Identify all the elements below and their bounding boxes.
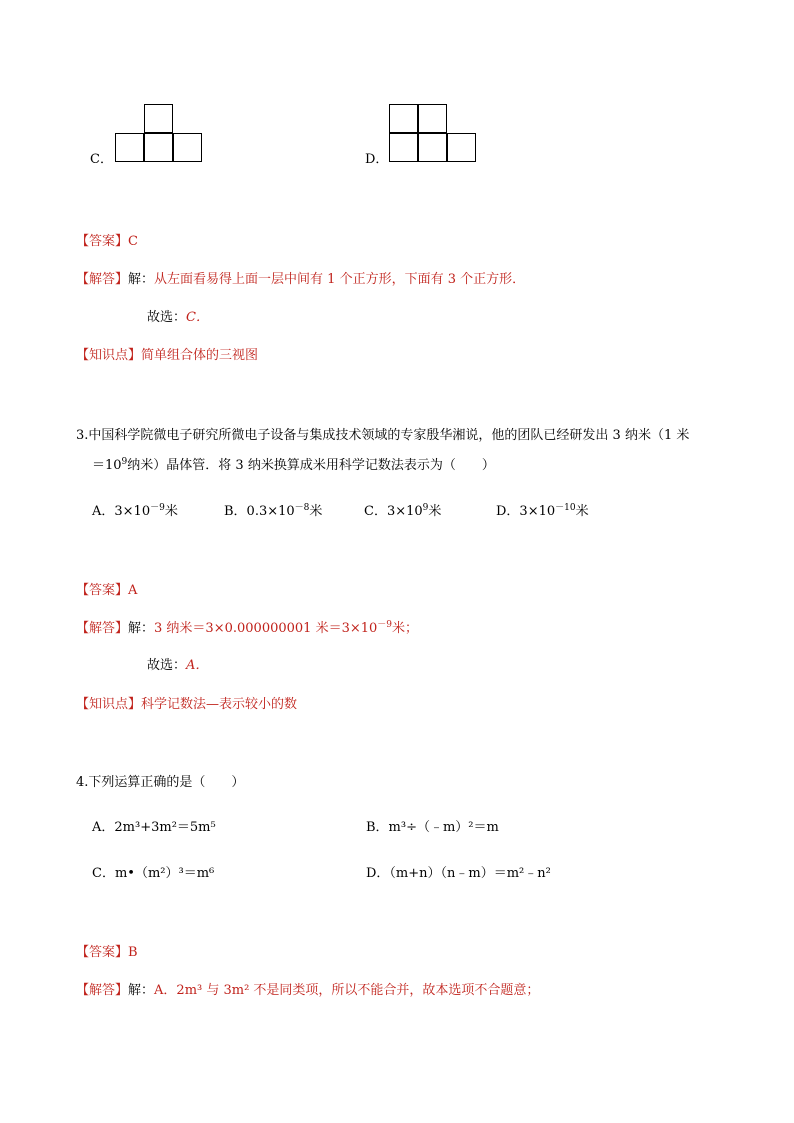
option-c-label: C．	[90, 152, 113, 167]
solution-sup: －9	[377, 620, 393, 630]
q2-knowledge-line	[76, 348, 258, 364]
conclusion-value: A．	[186, 658, 209, 673]
q2-solution-line	[76, 272, 525, 288]
option-c-figure	[115, 104, 205, 164]
q3-answer-line	[76, 583, 137, 599]
knowledge-tag: 【知识点】	[76, 348, 142, 363]
stem-sup: 9	[121, 457, 128, 467]
q3-option-d: D．$3\times 10^{-10}$米	[496, 503, 589, 519]
figure-square	[173, 133, 202, 162]
solution-end: 米；	[392, 621, 419, 636]
conclusion-lead: 故选：	[147, 658, 187, 673]
q3-option-a: A．$3\times 10^{-9}$米	[92, 503, 178, 519]
q4-option-c: C．m•（m²）³＝m⁶	[92, 866, 215, 881]
q3-stem-line2	[92, 458, 495, 474]
q4-answer-line	[76, 945, 138, 961]
answer-tag: 【答案】	[76, 945, 129, 960]
answer-value: A	[128, 583, 138, 598]
figure-square	[418, 104, 447, 133]
figure-square	[144, 133, 173, 162]
stem-text: ＝10	[92, 458, 122, 473]
option-d-label: D．	[365, 152, 389, 167]
figure-square	[115, 133, 144, 162]
q4-solution-line	[76, 983, 539, 999]
q4-option-b: B．m³÷（﹣m）²＝m	[366, 820, 499, 835]
figure-square	[389, 104, 418, 133]
figure-square	[418, 133, 447, 162]
q2-answer-line	[76, 234, 138, 250]
figure-square	[144, 104, 173, 133]
solution-lead: 解：	[128, 621, 155, 636]
q4-option-d: D．（m+n）（n﹣m）＝m²﹣n²	[366, 866, 551, 881]
solution-lead: 解：	[128, 272, 155, 287]
knowledge-text: 科学记数法—表示较小的数	[141, 697, 298, 712]
solution-text: 3 纳米＝3×0.000000001 米＝3×10	[154, 621, 378, 636]
q3-stem-line1: 3.中国科学院微电子研究所微电子设备与集成技术领域的专家殷华湘说，他的团队已经研发出 3 纳米（1 米	[76, 428, 690, 443]
q4-option-a: A．2m³+3m²＝5m⁵	[92, 820, 216, 835]
option-d-figure	[389, 104, 479, 164]
q4-stem: 4.下列运算正确的是（ ）	[76, 775, 245, 790]
answer-tag: 【答案】	[76, 583, 129, 598]
q3-option-c: C．$3\times 10^9$米	[364, 503, 442, 519]
knowledge-text: 简单组合体的三视图	[141, 348, 259, 363]
q3-solution-line	[76, 621, 418, 637]
q3-option-b: B．$0.3\times 10^{-8}$米	[224, 503, 323, 519]
solution-tag: 【解答】	[76, 983, 129, 998]
stem-text: 纳米）晶体管．将 3 纳米换算成米用科学记数法表示为（ ）	[127, 458, 495, 473]
answer-tag: 【答案】	[76, 234, 129, 249]
answer-value: B	[128, 945, 138, 960]
conclusion-lead: 故选：	[147, 310, 187, 325]
solution-lead: 解：	[128, 983, 155, 998]
answer-value: C	[128, 234, 138, 249]
conclusion-value: C．	[186, 310, 209, 325]
q3-knowledge-line	[76, 697, 297, 713]
q3-conclusion-line	[147, 658, 208, 674]
solution-text: 从左面看易得上面一层中间有 1 个正方形，下面有 3 个正方形．	[154, 272, 526, 287]
figure-square	[389, 133, 418, 162]
q2-conclusion-line	[147, 310, 209, 326]
solution-text: A．2m³ 与 3m² 不是同类项，所以不能合并，故本选项不合题意；	[154, 983, 540, 998]
knowledge-tag: 【知识点】	[76, 697, 142, 712]
solution-tag: 【解答】	[76, 272, 129, 287]
solution-tag: 【解答】	[76, 621, 129, 636]
figure-square	[447, 133, 476, 162]
